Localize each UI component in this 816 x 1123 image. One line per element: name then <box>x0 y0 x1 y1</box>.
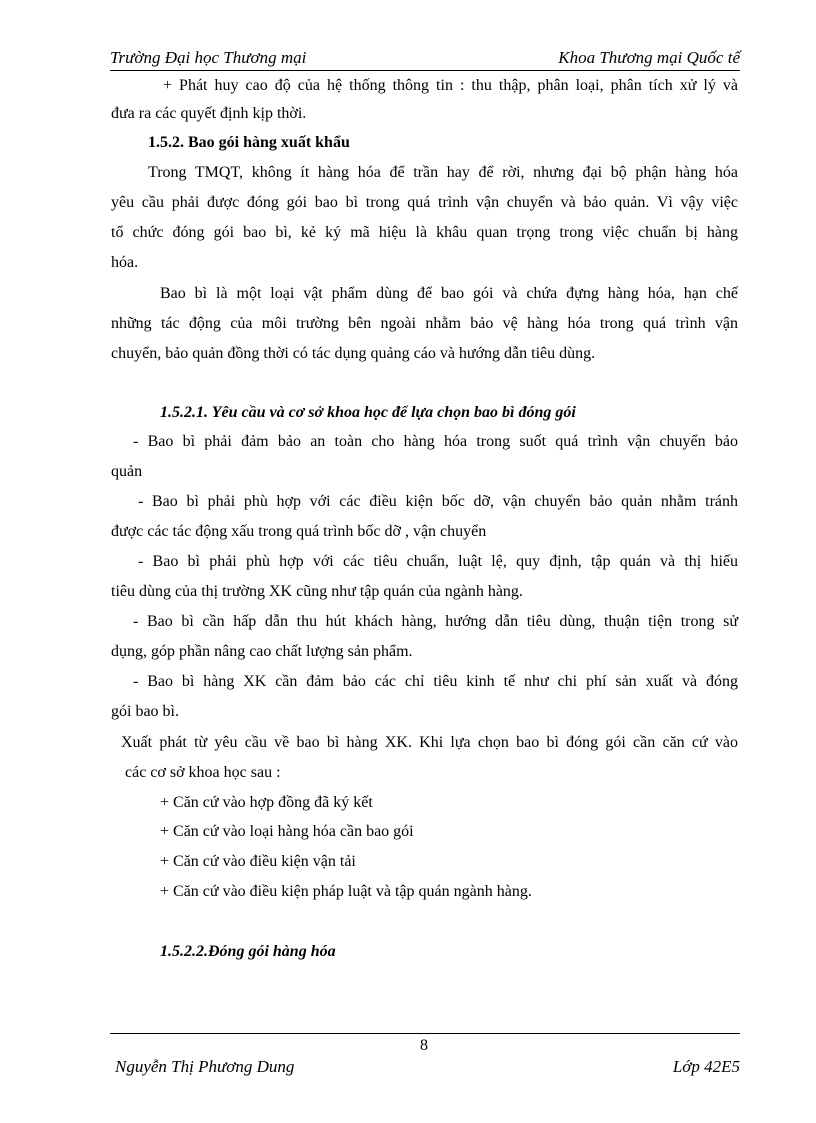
body-line: tổ chức đóng gói bao bì, kẻ ký mã hiệu là khâu quan trọng trong việc chuẩn bị hàng <box>111 224 738 241</box>
criteria-item: + Căn cứ vào điều kiện vận tải <box>160 853 356 870</box>
bullet-line: - Bao bì hàng XK cần đảm bảo các chỉ tiêu kinh tế như chi phí sản xuất và đóng <box>133 673 738 690</box>
criteria-item: + Căn cứ vào hợp đồng đã ký kết <box>160 794 373 811</box>
section-heading-1-5-2-1: 1.5.2.1. Yêu cầu và cơ sở khoa học để lựa chọn bao bì đóng gói <box>160 404 576 421</box>
body-line: + Phát huy cao độ của hệ thống thông tin : thu thập, phân loại, phân tích xử lý và <box>163 77 738 94</box>
header-faculty: Khoa Thương mại Quốc tế <box>558 48 740 67</box>
page-header <box>110 48 740 71</box>
body-line: Bao bì là một loại vật phẩm dùng để bao gói và chứa đựng hàng hóa, hạn chế <box>160 285 738 302</box>
section-heading-1-5-2-2: 1.5.2.2.Đóng gói hàng hóa <box>160 943 336 960</box>
criteria-item: + Căn cứ vào điều kiện pháp luật và tập quán ngành hàng. <box>160 883 532 900</box>
bullet-line: quản <box>111 463 143 480</box>
footer-class: Lớp 42E5 <box>672 1057 740 1076</box>
bullet-line: gói bao bì. <box>111 703 179 720</box>
body-line: đưa ra các quyết định kịp thời. <box>111 105 307 122</box>
body-line: những tác động của môi trường bên ngoài nhằm bảo vệ hàng hóa trong quá trình vận <box>111 315 738 332</box>
bullet-line: - Bao bì phải phù hợp với các điều kiện bốc dỡ, vận chuyển bảo quản nhằm tránh <box>138 493 738 510</box>
footer-rule <box>110 1033 740 1034</box>
page-number: 8 <box>420 1037 428 1054</box>
bullet-line: được các tác động xấu trong quá trình bốc dỡ , vận chuyển <box>111 523 487 540</box>
header-university: Trường Đại học Thương mại <box>110 48 307 67</box>
body-line: Trong TMQT, không ít hàng hóa để trần hay để rời, nhưng đại bộ phận hàng hóa <box>148 164 738 181</box>
body-line: chuyển, bảo quản đồng thời có tác dụng quảng cáo và hướng dẫn tiêu dùng. <box>111 345 596 362</box>
criteria-item: + Căn cứ vào loại hàng hóa cần bao gói <box>160 823 414 840</box>
footer-author: Nguyễn Thị Phương Dung <box>115 1057 295 1076</box>
bullet-line: - Bao bì phải đảm bảo an toàn cho hàng hóa trong suốt quá trình vận chuyển bảo <box>133 433 738 450</box>
bullet-line: - Bao bì cần hấp dẫn thu hút khách hàng, hướng dẫn tiêu dùng, thuận tiện trong sử <box>133 613 738 630</box>
body-line: hóa. <box>111 254 139 271</box>
section-heading-1-5-2: 1.5.2. Bao gói hàng xuất khẩu <box>148 134 350 151</box>
bullet-line: dụng, góp phần nâng cao chất lượng sản phẩm. <box>111 643 413 660</box>
body-line: Xuất phát từ yêu cầu về bao bì hàng XK. Khi lựa chọn bao bì đóng gói cần căn cứ vào <box>121 734 738 751</box>
bullet-line: - Bao bì phải phù hợp với các tiêu chuẩn, luật lệ, quy định, tập quán và thị hiếu <box>138 553 738 570</box>
body-line: các cơ sở khoa học sau : <box>125 764 281 781</box>
bullet-line: tiêu dùng của thị trường XK cũng như tập quán của ngành hàng. <box>111 583 523 600</box>
body-line: yêu cầu phải được đóng gói bao bì trong quá trình vận chuyển và bảo quản. Vì vậy việc <box>111 194 738 211</box>
